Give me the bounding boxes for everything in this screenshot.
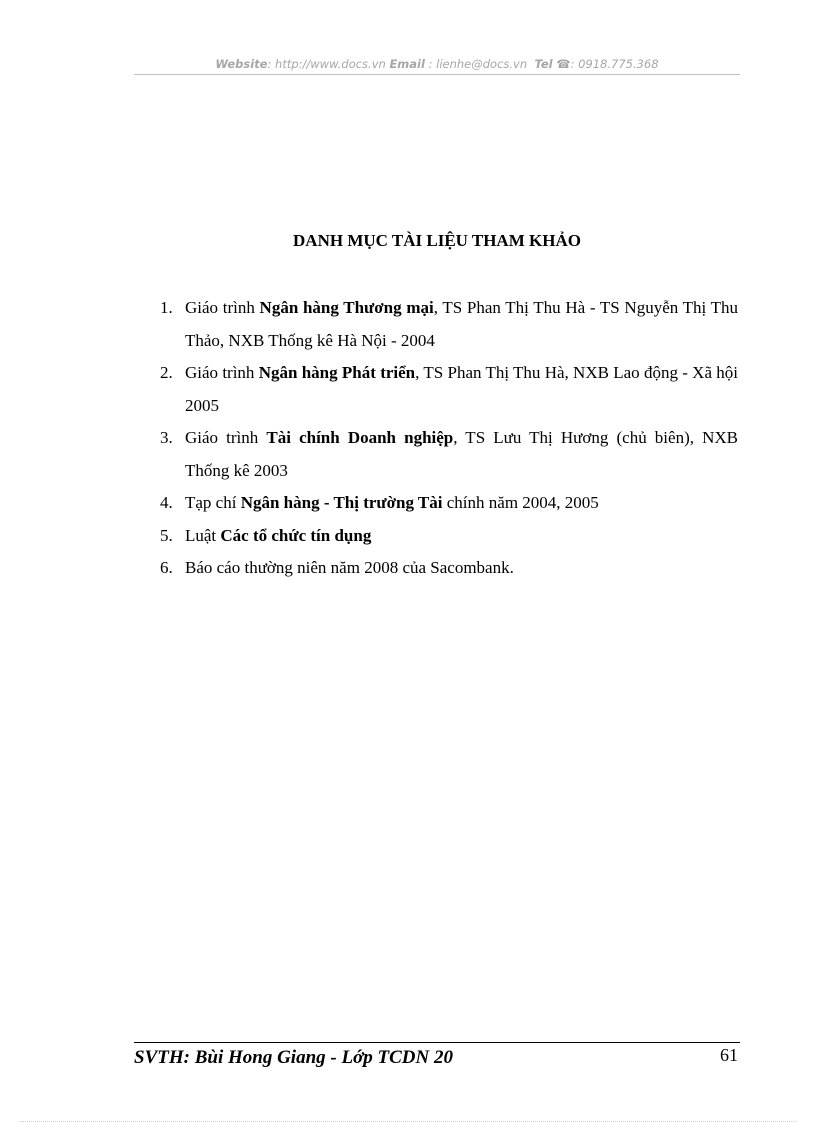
- reference-text: Giáo trình: [185, 363, 259, 382]
- reference-title: Tài chính Doanh nghiệp: [266, 428, 454, 447]
- footer-author: SVTH: Bùi Hong Giang - Lớp TCDN 20: [134, 1047, 453, 1068]
- reference-item: [160, 552, 738, 585]
- reference-details: chính năm 2004, 2005: [442, 493, 599, 512]
- reference-item: [160, 422, 738, 487]
- reference-title: Ngân hàng Thương mại: [259, 298, 434, 317]
- website-label: Website: [215, 57, 268, 71]
- reference-number: 2.: [160, 363, 173, 382]
- reference-title: Các tổ chức tín dụng: [220, 525, 372, 545]
- reference-number: 3.: [160, 428, 173, 447]
- page-edge: [20, 1121, 796, 1122]
- reference-item: [160, 487, 738, 520]
- reference-details: , TS Phan Thị Thu Hà, NXB Lao động - Xã hội 2005: [185, 363, 738, 415]
- phone-icon: ☎: [556, 57, 571, 71]
- reference-number: 6.: [160, 558, 173, 577]
- email-label: Email: [389, 57, 425, 71]
- reference-text: Giáo trình: [185, 298, 260, 317]
- reference-item: [160, 520, 738, 553]
- tel-label: Tel: [534, 57, 553, 71]
- email-value: : lienhe@docs.vn: [424, 57, 528, 71]
- reference-text: Tạp chí: [185, 493, 241, 512]
- reference-item: [160, 292, 738, 357]
- reference-list: [160, 292, 738, 585]
- reference-text: Giáo trình: [185, 428, 267, 447]
- website-value: : http://www.docs.vn: [267, 57, 386, 71]
- reference-item: [160, 357, 738, 422]
- page-number: 61: [720, 1045, 738, 1065]
- page-header: [134, 57, 740, 71]
- header-divider: [134, 74, 740, 75]
- reference-title: Ngân hàng Phát triển: [258, 363, 416, 382]
- reference-number: 1.: [160, 298, 173, 317]
- reference-title: Ngân hàng - Thị trường Tài: [240, 493, 443, 512]
- footer-divider: [134, 1042, 740, 1043]
- page-title: DANH MỤC TÀI LIỆU THAM KHẢO: [293, 231, 581, 250]
- reference-text: Luật: [185, 525, 221, 545]
- tel-value: : 0918.775.368: [570, 57, 659, 71]
- reference-number: 4.: [160, 493, 173, 512]
- reference-text: Báo cáo thường niên năm 2008 của Sacombank.: [185, 558, 514, 577]
- reference-number: 5.: [160, 525, 173, 545]
- reference-details: , TS Lưu Thị Hương (chủ biên), NXB Thống kê 2003: [185, 428, 738, 480]
- reference-details: , TS Phan Thị Thu Hà - TS Nguyễn Thị Thu Thảo, NXB Thống kê Hà Nội - 2004: [185, 298, 738, 350]
